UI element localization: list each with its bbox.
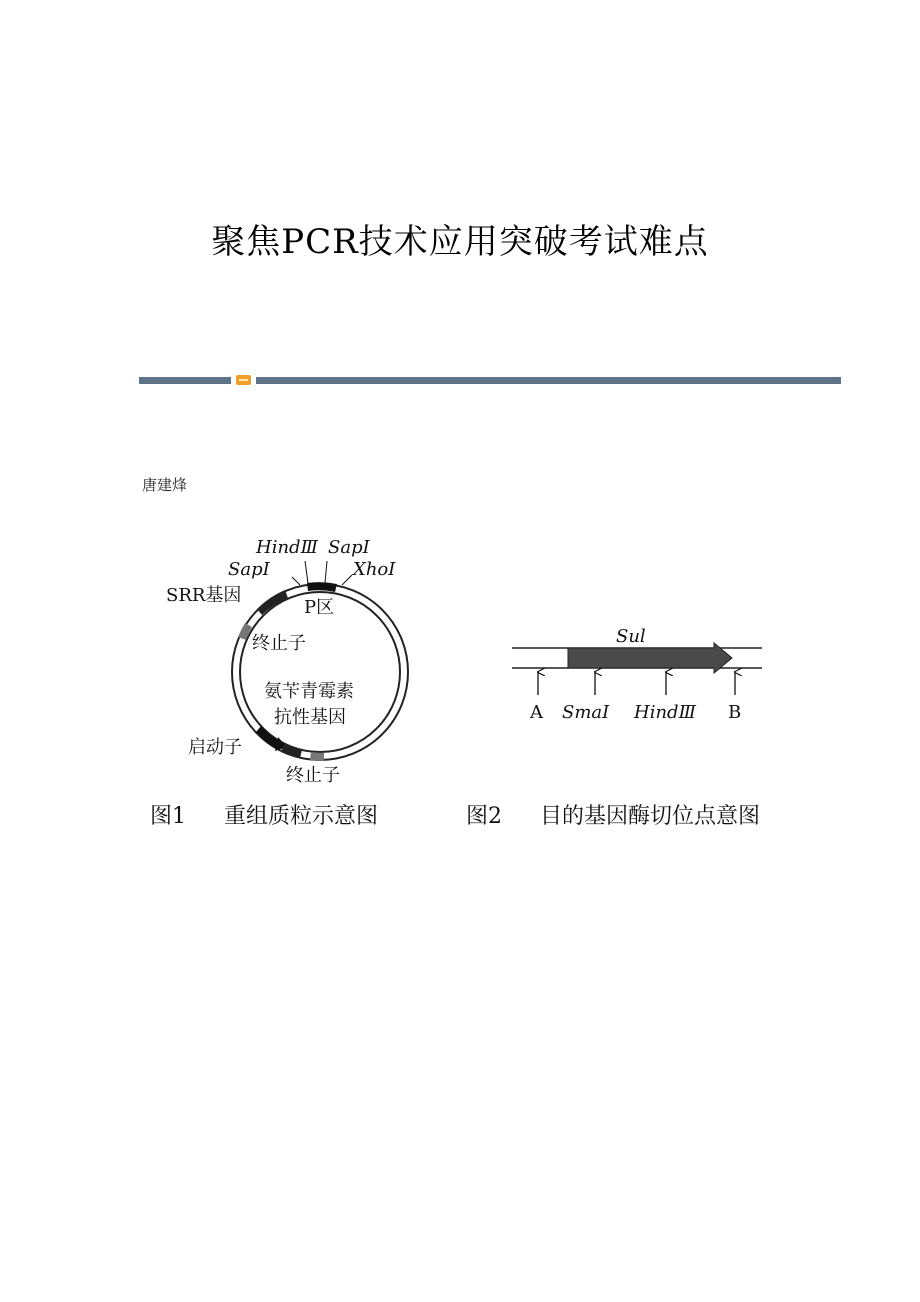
figure1-caption-text: 重组质粒示意图 — [224, 804, 379, 829]
xho1-site-line — [342, 575, 352, 585]
divider-bar-right — [256, 377, 841, 384]
terminator-upper-label: 终止子 — [252, 633, 306, 654]
hind3-map-label: HindⅢ — [634, 702, 696, 723]
p-region-segment — [307, 582, 337, 592]
figure-block — [140, 525, 840, 845]
title-divider — [139, 375, 841, 385]
sap1-left-site-line — [292, 577, 300, 585]
figure2-caption-text: 目的基因酶切位点意图 — [540, 804, 761, 829]
sul-gene-label: Sul — [616, 626, 646, 647]
site-a-label: A — [530, 702, 543, 723]
terminator-lower-label: 终止子 — [286, 765, 340, 786]
author-name: 唐建烽 — [142, 476, 188, 494]
ampicillin-label-line2: 抗性基因 — [274, 707, 346, 728]
sap1-left-label: SapⅠ — [228, 559, 270, 580]
page-title: 聚焦PCR技术应用突破考试难点 — [211, 222, 709, 262]
sul-gene-arrow — [568, 643, 732, 673]
p-region-label: P区 — [304, 597, 335, 618]
srr-gene-label: SRR基因 — [166, 585, 242, 606]
plasmid-diagram — [166, 537, 408, 786]
xho1-label: XhoⅠ — [353, 559, 396, 580]
sap1-top-site-line — [325, 561, 327, 583]
figure-svg — [140, 525, 840, 845]
divider-ornament-icon — [236, 375, 251, 385]
site-b-label: B — [728, 702, 742, 723]
gene-map-diagram — [512, 626, 762, 723]
divider-bar-left — [139, 377, 231, 384]
promoter-label: 启动子 — [188, 737, 242, 758]
figure1-caption-number: 图1 — [150, 804, 186, 829]
ampicillin-label-line1: 氨苄青霉素 — [264, 681, 354, 702]
figure2-caption-number: 图2 — [466, 804, 502, 829]
hind3-label: HindⅢ — [256, 537, 318, 558]
terminator-lower-segment — [310, 752, 324, 761]
sma1-label: SmaⅠ — [562, 702, 610, 723]
srr-gene-segment — [257, 590, 288, 615]
hind3-site-line — [305, 561, 308, 583]
sap1-top-label: SapⅠ — [328, 537, 370, 558]
